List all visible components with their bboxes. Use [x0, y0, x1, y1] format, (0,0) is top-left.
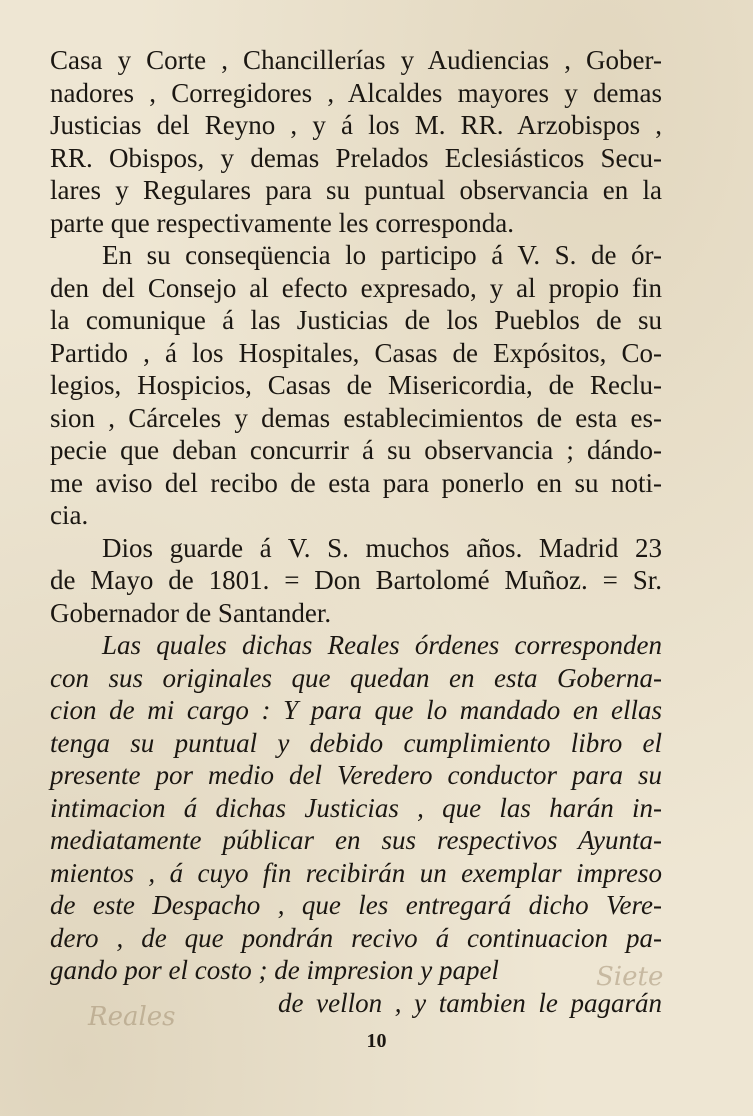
italic-line: intimacion á dichas Justicias , que las harán in- — [50, 792, 662, 823]
closing-line: Dios guarde á V. S. muchos años. Madrid 23 — [102, 532, 662, 563]
italic-line: de vellon , y tambien le pagarán — [278, 987, 662, 1018]
handwritten-note-siete: Siete — [596, 962, 664, 992]
italic-line: gando por el costo ; de impresion y papel — [50, 955, 499, 985]
text-line: cia. — [50, 500, 89, 530]
text-line: sion , Cárceles y demas establecimientos de esta es- — [50, 402, 662, 433]
text-line: lares y Regulares para su puntual observancia en la — [50, 175, 662, 205]
handwritten-note-reales: Reales — [88, 1002, 176, 1032]
text-line: legios, Hospicios, Casas de Misericordia, de Reclu- — [50, 370, 662, 400]
italic-line: con sus originales que quedan en esta Goberna- — [50, 662, 662, 693]
addressee-line: Gobernador de Santander. — [50, 597, 332, 628]
signature-line: de Mayo de 1801. = Don Bartolomé Muñoz. = Sr. — [50, 565, 662, 595]
text-line: RR. Obispos, y demas Prelados Eclesiásticos Secu- — [50, 142, 662, 173]
text-line: parte que respectivamente les corresponda. — [50, 207, 515, 238]
text-line: pecie que deban concurrir á su observancia ; dándo- — [50, 435, 662, 465]
italic-line: cion de mi cargo : Y para que lo mandado en ellas — [50, 695, 662, 725]
text-line: den del Consejo al efecto expresado, y al propio fin — [50, 272, 662, 303]
italic-paragraph-start: Las quales dichas Reales órdenes corresponden — [102, 630, 662, 660]
page-number: 10 — [366, 1030, 387, 1052]
paragraph-start-line: En su conseqüencia lo participo á V. S. de ór- — [102, 240, 662, 270]
italic-line: mediatamente públicar en sus respectivos Ayunta- — [50, 825, 662, 855]
text-line: me aviso del recibo de esta para ponerlo en su noti- — [50, 467, 662, 498]
page-body-text — [50, 44, 662, 1019]
italic-line: tenga su puntual y debido cumplimiento libro el — [50, 727, 662, 758]
text-line: Justicias del Reyno , y á los M. RR. Arzobispos , — [50, 110, 662, 140]
text-line: Casa y Corte , Chancillerías y Audiencias , Gober- — [50, 45, 662, 75]
italic-line: presente por medio del Veredero conductor para su — [50, 760, 662, 790]
text-line: nadores , Corregidores , Alcaldes mayores y demas — [50, 77, 662, 108]
italic-line: mientos , á cuyo fin recibirán un exemplar impreso — [50, 857, 662, 888]
text-line: Partido , á los Hospitales, Casas de Expósitos, Co- — [50, 337, 662, 368]
text-line: la comunique á las Justicias de los Pueblos de su — [50, 305, 662, 335]
italic-line: de este Despacho , que les entregará dicho Vere- — [50, 890, 662, 920]
italic-line: dero , de que pondrán recivo á continuacion pa- — [50, 922, 662, 953]
